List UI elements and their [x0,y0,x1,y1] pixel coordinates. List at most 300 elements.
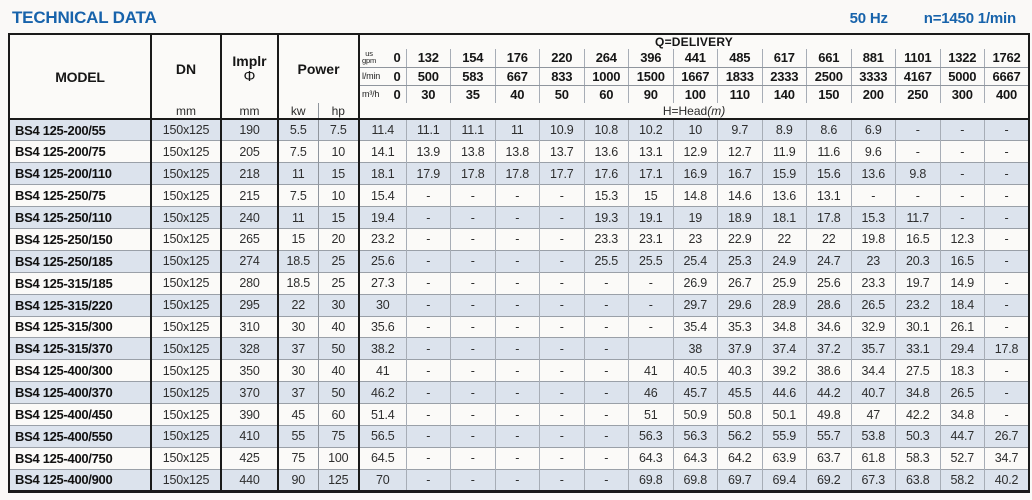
hp-cell: 40 [318,316,359,338]
dn-cell: 150x125 [151,294,221,316]
head-cell: 45.7 [673,382,718,404]
head-cell: 52.7 [940,447,985,469]
head-cell: 11.1 [406,119,451,141]
head-cell: - [940,163,985,185]
dn-cell: 150x125 [151,404,221,426]
kw-cell: 45 [278,404,318,426]
head-cell: 17.7 [540,163,585,185]
head-cell: - [985,272,1030,294]
speed-label: n=1450 1/min [923,9,1016,27]
implr-cell: 218 [221,163,278,185]
head-cell: 40.2 [985,469,1030,491]
flow-value: 60 [584,85,629,103]
dn-column-header: DN [151,34,221,103]
table-row [9,447,1029,469]
head-cell: 18.3 [940,360,985,382]
implr-diameter-symbol: Φ [243,68,256,85]
head-cell: 67.3 [851,469,896,491]
flow-value: 2333 [762,67,807,85]
head-cell: - [451,338,496,360]
head-cell: 22 [807,228,852,250]
model-cell: BS4 125-315/220 [9,294,151,316]
implr-cell: 215 [221,185,278,207]
dn-unit-label: mm [151,103,221,119]
implr-cell: 274 [221,250,278,272]
head-cell: 23 [673,228,718,250]
flow-value: 154 [451,49,496,67]
head-cell: 42.2 [896,404,941,426]
model-cell: BS4 125-200/55 [9,119,151,141]
head-cell: 53.8 [851,425,896,447]
model-cell: BS4 125-250/110 [9,207,151,229]
head-cell: 27.5 [896,360,941,382]
head-cell: 23 [851,250,896,272]
head-cell: - [540,404,585,426]
head-cell: - [406,425,451,447]
head-cell: 18.1 [359,163,406,185]
head-cell: - [495,360,540,382]
head-cell: 34.4 [851,360,896,382]
head-cell: 34.8 [940,404,985,426]
hp-cell: 15 [318,163,359,185]
implr-cell: 295 [221,294,278,316]
head-cell [629,338,674,360]
head-cell: - [540,382,585,404]
head-cell: 10 [673,119,718,141]
head-cell: 13.7 [540,141,585,163]
head-cell: - [940,207,985,229]
head-cell: 26.7 [985,425,1030,447]
head-cell: 44.7 [940,425,985,447]
head-cell: - [406,338,451,360]
head-cell: 49.8 [807,404,852,426]
dn-cell: 150x125 [151,163,221,185]
flow-unit-cell [359,85,406,103]
head-row-label: H=Head(m) [359,103,1029,119]
head-cell: 37.9 [718,338,763,360]
flow-value: 3333 [851,67,896,85]
head-cell: - [940,185,985,207]
head-cell: 69.2 [807,469,852,491]
head-cell: 25.9 [762,272,807,294]
model-cell: BS4 125-400/450 [9,404,151,426]
kw-cell: 30 [278,316,318,338]
head-cell: 18.9 [718,207,763,229]
hp-cell: 25 [318,272,359,294]
head-cell: 17.8 [451,163,496,185]
head-cell: - [940,119,985,141]
flow-unit-label: m³/h [362,88,380,99]
head-cell: 34.6 [807,316,852,338]
kw-cell: 55 [278,425,318,447]
flow-value: 264 [584,49,629,67]
implr-cell: 310 [221,316,278,338]
head-cell: 26.7 [718,272,763,294]
head-cell: 16.9 [673,163,718,185]
head-cell: 56.3 [673,425,718,447]
head-cell: - [985,119,1030,141]
head-cell: 10.8 [584,119,629,141]
head-cell: 69.8 [629,469,674,491]
head-cell: - [540,469,585,491]
head-cell: - [540,360,585,382]
flow-value: 2500 [807,67,852,85]
flow-value: 4167 [896,67,941,85]
table-row [9,250,1029,272]
head-cell: 23.3 [851,272,896,294]
head-cell: - [985,294,1030,316]
hp-cell: 50 [318,382,359,404]
head-cell: 69.4 [762,469,807,491]
flow-value: 396 [629,49,674,67]
head-cell: 69.8 [673,469,718,491]
head-cell: 11.9 [762,141,807,163]
dn-cell: 150x125 [151,185,221,207]
head-cell: 24.7 [807,250,852,272]
flow-unit-cell [359,67,406,85]
flow-value: 50 [540,85,585,103]
head-cell: 51 [629,404,674,426]
head-cell: - [495,382,540,404]
kw-cell: 7.5 [278,185,318,207]
head-cell: - [406,228,451,250]
head-cell: 64.3 [673,447,718,469]
flow-value: 1833 [718,67,763,85]
head-cell: 26.9 [673,272,718,294]
head-cell: - [584,447,629,469]
model-cell: BS4 125-400/300 [9,360,151,382]
head-cell: 23.2 [896,294,941,316]
model-cell: BS4 125-250/75 [9,185,151,207]
hp-cell: 10 [318,141,359,163]
head-cell: - [406,185,451,207]
implr-cell: 328 [221,338,278,360]
hp-cell: 30 [318,294,359,316]
head-cell: 38 [673,338,718,360]
head-cell: 13.9 [406,141,451,163]
kw-cell: 22 [278,294,318,316]
head-cell: 35.4 [673,316,718,338]
head-unit-label: (m) [707,103,726,118]
head-cell: 13.1 [807,185,852,207]
head-cell: 26.5 [940,382,985,404]
head-cell: - [985,141,1030,163]
head-cell: 15.6 [807,163,852,185]
head-cell: 27.3 [359,272,406,294]
head-cell: 13.8 [451,141,496,163]
flow-value: 1667 [673,67,718,85]
model-cell: BS4 125-200/75 [9,141,151,163]
head-cell: - [629,272,674,294]
head-cell: 8.9 [762,119,807,141]
head-cell: - [896,119,941,141]
dn-cell: 150x125 [151,447,221,469]
head-cell: 29.6 [718,294,763,316]
head-cell: - [406,250,451,272]
head-cell: - [584,338,629,360]
flow-value: 667 [495,67,540,85]
flow-zero-value: 0 [393,50,401,66]
head-cell: 55.7 [807,425,852,447]
head-cell: 17.8 [495,163,540,185]
power-column-header: Power [278,34,359,103]
head-cell: - [540,207,585,229]
head-cell: 35.6 [359,316,406,338]
flow-value: 220 [540,49,585,67]
table-row [9,338,1029,360]
head-cell: - [406,382,451,404]
head-cell: 25.5 [584,250,629,272]
table-row [9,294,1029,316]
head-cell: - [540,294,585,316]
head-cell: - [985,360,1030,382]
head-cell: - [584,382,629,404]
head-cell: - [495,228,540,250]
head-cell: - [406,294,451,316]
hp-cell: 50 [318,338,359,360]
model-column-header: MODEL [9,34,151,119]
implr-cell: 425 [221,447,278,469]
implr-cell: 370 [221,382,278,404]
head-cell: - [495,316,540,338]
flow-value: 5000 [940,67,985,85]
head-cell: 45.5 [718,382,763,404]
head-cell: 10.2 [629,119,674,141]
head-cell: - [495,294,540,316]
flow-value: 6667 [985,67,1030,85]
flow-value: 1322 [940,49,985,67]
head-cell: - [540,447,585,469]
head-cell: 8.6 [807,119,852,141]
head-cell: 14.8 [673,185,718,207]
page-header [0,0,1032,30]
flow-value: 661 [807,49,852,67]
head-cell: - [985,185,1030,207]
head-cell: - [495,404,540,426]
table-row [9,469,1029,491]
kw-cell: 18.5 [278,272,318,294]
head-cell: 15.3 [584,185,629,207]
head-cell: - [584,469,629,491]
head-cell: - [495,425,540,447]
head-cell: 23.1 [629,228,674,250]
technical-data-table [8,33,1030,493]
head-cell: 33.1 [896,338,941,360]
head-cell: 19.3 [584,207,629,229]
head-cell: 47 [851,404,896,426]
head-cell: 14.1 [359,141,406,163]
head-cell: 58.3 [896,447,941,469]
implr-cell: 205 [221,141,278,163]
head-cell: 50.9 [673,404,718,426]
head-cell: 51.4 [359,404,406,426]
flow-value: 40 [495,85,540,103]
head-cell: 50.1 [762,404,807,426]
head-cell: 40.5 [673,360,718,382]
model-cell: BS4 125-400/900 [9,469,151,491]
head-cell: - [584,294,629,316]
flow-zero-value: 0 [393,86,401,102]
head-cell: - [985,228,1030,250]
table-body [9,119,1029,491]
head-cell: - [451,228,496,250]
head-cell: - [896,185,941,207]
head-cell: 15 [629,185,674,207]
head-cell: 13.1 [629,141,674,163]
frequency-label: 50 Hz [849,9,888,27]
head-cell: 17.1 [629,163,674,185]
head-cell: 40.3 [718,360,763,382]
head-cell: 13.6 [762,185,807,207]
table-row [9,425,1029,447]
head-cell: 11 [495,119,540,141]
flow-value: 1000 [584,67,629,85]
head-cell: - [985,250,1030,272]
implr-column-header: Implr Φ [221,34,278,103]
flow-value: 583 [451,67,496,85]
head-cell: 19.7 [896,272,941,294]
head-cell: - [495,338,540,360]
head-cell: 69.7 [718,469,763,491]
implr-cell: 190 [221,119,278,141]
head-cell: 25.4 [673,250,718,272]
head-cell: 17.9 [406,163,451,185]
flow-value: 176 [495,49,540,67]
head-cell: 64.5 [359,447,406,469]
head-cell: 34.7 [985,447,1030,469]
dn-cell: 150x125 [151,338,221,360]
head-cell: 41 [359,360,406,382]
hp-cell: 100 [318,447,359,469]
head-cell: - [584,404,629,426]
head-cell: 30 [359,294,406,316]
head-cell: - [940,141,985,163]
kw-cell: 18.5 [278,250,318,272]
head-cell: 17.6 [584,163,629,185]
head-cell: 56.5 [359,425,406,447]
head-cell: - [451,469,496,491]
head-cell: 25.5 [629,250,674,272]
head-cell: - [451,272,496,294]
flow-value: 300 [940,85,985,103]
head-cell: - [540,228,585,250]
head-cell: - [451,425,496,447]
head-cell: 56.3 [629,425,674,447]
head-cell: - [406,469,451,491]
kw-cell: 30 [278,360,318,382]
head-cell: 41 [629,360,674,382]
implr-cell: 350 [221,360,278,382]
head-cell: - [406,447,451,469]
table-row [9,163,1029,185]
flow-value: 485 [718,49,763,67]
head-cell: 38.6 [807,360,852,382]
head-cell: 15.3 [851,207,896,229]
hp-cell: 7.5 [318,119,359,141]
head-cell: 17.8 [985,338,1030,360]
head-cell: - [985,382,1030,404]
hp-cell: 10 [318,185,359,207]
head-cell: 11.1 [451,119,496,141]
head-cell: - [584,272,629,294]
head-cell: 11.6 [807,141,852,163]
dn-cell: 150x125 [151,360,221,382]
head-cell: 19.1 [629,207,674,229]
head-cell: - [540,316,585,338]
head-cell: 29.4 [940,338,985,360]
head-cell: 19.4 [359,207,406,229]
model-cell: BS4 125-200/110 [9,163,151,185]
head-cell: 28.9 [762,294,807,316]
dn-cell: 150x125 [151,228,221,250]
head-cell: - [495,469,540,491]
head-cell: - [406,272,451,294]
head-cell: 20.3 [896,250,941,272]
head-cell: 70 [359,469,406,491]
hp-cell: 20 [318,228,359,250]
flow-value: 110 [718,85,763,103]
flow-value: 833 [540,67,585,85]
kw-cell: 37 [278,338,318,360]
flow-unit-label: us gpm [362,49,377,65]
model-cell: BS4 125-400/750 [9,447,151,469]
head-cell: 25.3 [718,250,763,272]
head-cell: - [451,360,496,382]
head-cell: - [451,316,496,338]
head-cell: - [406,207,451,229]
head-cell: 10.9 [540,119,585,141]
table-row [9,404,1029,426]
head-cell: - [540,338,585,360]
implr-cell: 240 [221,207,278,229]
head-cell: 18.1 [762,207,807,229]
head-cell: - [495,207,540,229]
head-cell: - [406,360,451,382]
flow-zero-value: 0 [393,68,401,84]
flow-value: 35 [451,85,496,103]
head-cell: - [629,294,674,316]
head-cell: 26.5 [851,294,896,316]
flow-value: 881 [851,49,896,67]
head-cell: 46 [629,382,674,404]
table-row [9,185,1029,207]
head-cell: 64.3 [629,447,674,469]
dn-cell: 150x125 [151,272,221,294]
head-cell: 58.2 [940,469,985,491]
head-cell: 40.7 [851,382,896,404]
head-cell: 44.6 [762,382,807,404]
flow-value: 1762 [985,49,1030,67]
spec-labels [850,10,1016,27]
head-cell: 11.4 [359,119,406,141]
head-cell: 11.7 [896,207,941,229]
dn-cell: 150x125 [151,469,221,491]
head-cell: - [451,250,496,272]
dn-cell: 150x125 [151,207,221,229]
head-cell: 55.9 [762,425,807,447]
model-cell: BS4 125-400/370 [9,382,151,404]
head-cell: - [451,207,496,229]
hp-cell: 15 [318,207,359,229]
table-row [9,119,1029,141]
head-cell: 6.9 [851,119,896,141]
model-cell: BS4 125-315/370 [9,338,151,360]
table-row [9,207,1029,229]
head-cell: 50.3 [896,425,941,447]
head-cell: - [406,404,451,426]
head-cell: - [540,250,585,272]
head-cell: - [451,404,496,426]
